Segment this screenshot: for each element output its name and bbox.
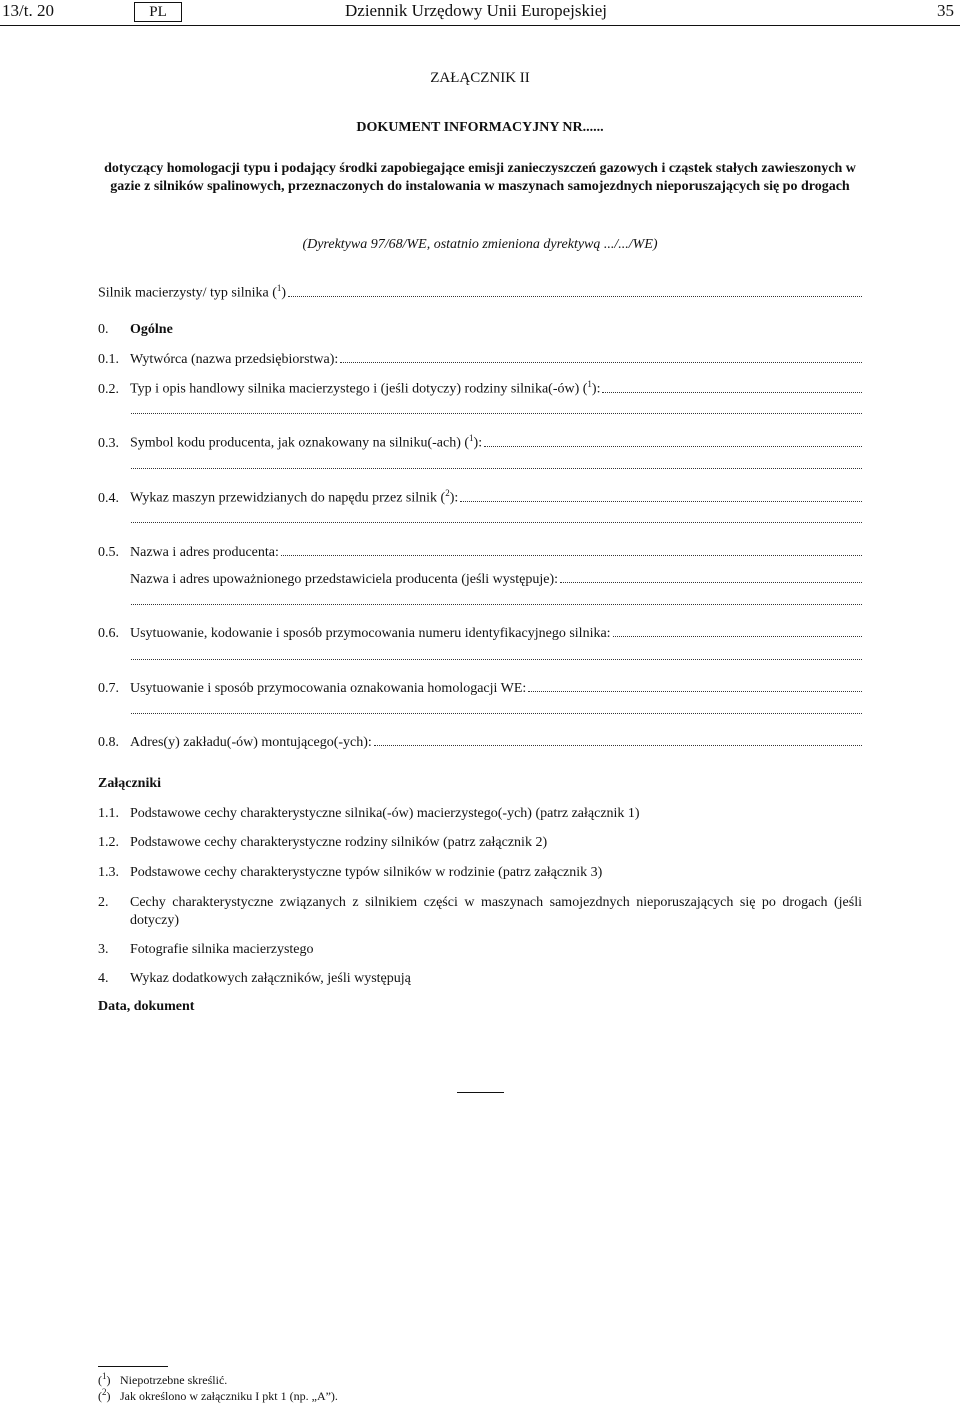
field-0-7 xyxy=(98,679,862,699)
field-0-1 xyxy=(98,350,862,370)
attachment-text: Cechy charakterystyczne związanych z silnikiem części w maszynach samojezdnych nieporuszających się po drogach (jeśli dotyczy) xyxy=(130,895,862,928)
fill-in-line[interactable] xyxy=(560,570,862,583)
field-label: Nazwa i adres upoważnionego przedstawiciela producenta (jeśli występuje): xyxy=(130,572,558,587)
fill-in-line[interactable] xyxy=(602,380,862,393)
footnote-text: Jak określono w załączniku I pkt 1 (np. „A”). xyxy=(120,1389,338,1403)
footnote-mark: ($^2$) xyxy=(98,1387,111,1403)
attachment-number: 2. xyxy=(98,895,109,910)
fill-in-line[interactable] xyxy=(613,624,862,637)
fill-in-line[interactable] xyxy=(484,434,862,447)
footnote-divider xyxy=(98,1366,168,1367)
footnote-ref: 2 xyxy=(445,488,450,498)
attachment-item xyxy=(98,894,862,930)
annex-title: ZAŁĄCZNIK II xyxy=(430,70,530,86)
field-label: Wykaz maszyn przewidzianych do napędu przez silnik ($^2$): xyxy=(130,488,459,506)
field-label: Symbol kodu producenta, jak oznakowany na silniku(-ach) ($^1$): xyxy=(130,433,483,451)
footnote-ref: 1 xyxy=(469,433,474,443)
footnote xyxy=(98,1371,227,1388)
fill-in-line[interactable] xyxy=(131,412,862,414)
attachments-heading: Załączniki xyxy=(98,776,162,791)
field-label: Nazwa i adres producenta: xyxy=(130,545,279,560)
fill-in-line[interactable] xyxy=(131,658,862,660)
attachment-number: 1.2. xyxy=(98,835,119,850)
footnote-ref: 1 xyxy=(276,283,282,293)
field-number: 0.8. xyxy=(98,735,119,750)
field-label: Usytuowanie i sposób przymocowania oznakowania homologacji WE: xyxy=(130,681,527,696)
field-0-5 xyxy=(98,543,862,563)
field-number: 0.2. xyxy=(98,381,119,397)
footnote-text: Niepotrzebne skreślić. xyxy=(120,1373,228,1387)
attachment-number: 1.1. xyxy=(98,806,119,821)
field-number: 0.4. xyxy=(98,490,119,506)
section-number: 0. xyxy=(98,322,109,337)
engine-type-label: Silnik macierzysty/ typ silnika ($^1$) xyxy=(98,283,287,301)
footnote-ref: 1 xyxy=(587,379,592,389)
fill-in-line[interactable] xyxy=(374,733,862,746)
field-0-4 xyxy=(98,488,862,508)
fill-in-line[interactable] xyxy=(460,489,862,502)
page-number: 35 xyxy=(937,1,954,20)
field-label: Typ i opis handlowy silnika macierzystego i (jeśli dotyczy) rodziny silnika(-ów) ($^1$): xyxy=(130,379,601,397)
field-label: Adres(y) zakładu(-ów) montującego(-ych): xyxy=(130,735,372,750)
section-title: Ogólne xyxy=(130,322,173,337)
attachment-item xyxy=(98,970,862,988)
fill-in-line[interactable] xyxy=(131,712,862,714)
attachment-text: Podstawowe cechy charakterystyczne rodziny silników (patrz załącznik 2) xyxy=(130,835,548,850)
field-0-6 xyxy=(98,624,862,644)
field-label: Usytuowanie, kodowanie i sposób przymocowania numeru identyfikacyjnego silnika: xyxy=(130,626,611,641)
field-number: 0.1. xyxy=(98,352,119,367)
section-general xyxy=(98,322,173,338)
attachment-item xyxy=(98,805,862,823)
fill-in-line[interactable] xyxy=(281,543,862,556)
field-label: Wytwórca (nazwa przedsiębiorstwa): xyxy=(130,352,339,367)
engine-type-field xyxy=(98,283,862,303)
fill-in-line[interactable] xyxy=(131,521,862,523)
footnote xyxy=(98,1387,338,1404)
attachment-number: 1.3. xyxy=(98,865,119,880)
attachment-text: Wykaz dodatkowych załączników, jeśli występują xyxy=(130,971,411,986)
document-subject: dotyczący homologacji typu i podający środki zapobiegające emisji zanieczyszczeń gazowych i cząstek stałych zawieszonych w gazie z silników spalinowych, przeznaczonych do instalowania w maszynach samojezdnych nieporuszających się po drogach xyxy=(104,161,856,194)
fill-in-line[interactable] xyxy=(528,679,862,692)
fill-in-line[interactable] xyxy=(131,467,862,469)
field-number: 0.6. xyxy=(98,626,119,641)
date-document-label: Data, dokument xyxy=(98,999,195,1014)
attachment-item xyxy=(98,941,862,959)
field-0-8 xyxy=(98,733,862,753)
fill-in-line[interactable] xyxy=(288,284,862,297)
field-number: 0.3. xyxy=(98,435,119,451)
footnote-mark: ($^1$) xyxy=(98,1371,111,1387)
fill-in-line[interactable] xyxy=(340,350,862,363)
document-title: DOKUMENT INFORMACYJNY NR...... xyxy=(356,120,604,135)
field-representative xyxy=(98,570,862,590)
attachment-text: Fotografie silnika macierzystego xyxy=(130,942,314,957)
attachment-text: Podstawowe cechy charakterystyczne typów silników w rodzinie (patrz załącznik 3) xyxy=(130,865,603,880)
field-number: 0.7. xyxy=(98,681,119,696)
field-number: 0.5. xyxy=(98,545,119,560)
journal-title: Dziennik Urzędowy Unii Europejskiej xyxy=(345,1,608,20)
directive-reference: (Dyrektywa 97/68/WE, ostatnio zmieniona dyrektywą .../.../WE) xyxy=(302,237,658,252)
end-divider xyxy=(457,1092,504,1093)
fill-in-line[interactable] xyxy=(131,603,862,605)
issue-reference: 13/t. 20 xyxy=(2,1,54,20)
attachment-number: 3. xyxy=(98,942,109,957)
field-0-2 xyxy=(98,379,862,399)
attachment-item xyxy=(98,864,862,882)
language-badge: PL xyxy=(134,2,182,22)
attachment-item xyxy=(98,834,862,852)
header-divider xyxy=(0,25,960,26)
attachment-text: Podstawowe cechy charakterystyczne silnika(-ów) macierzystego(-ych) (patrz załącznik 1) xyxy=(130,806,640,821)
page-header xyxy=(0,0,960,24)
field-0-3 xyxy=(98,433,862,453)
attachment-number: 4. xyxy=(98,971,109,986)
